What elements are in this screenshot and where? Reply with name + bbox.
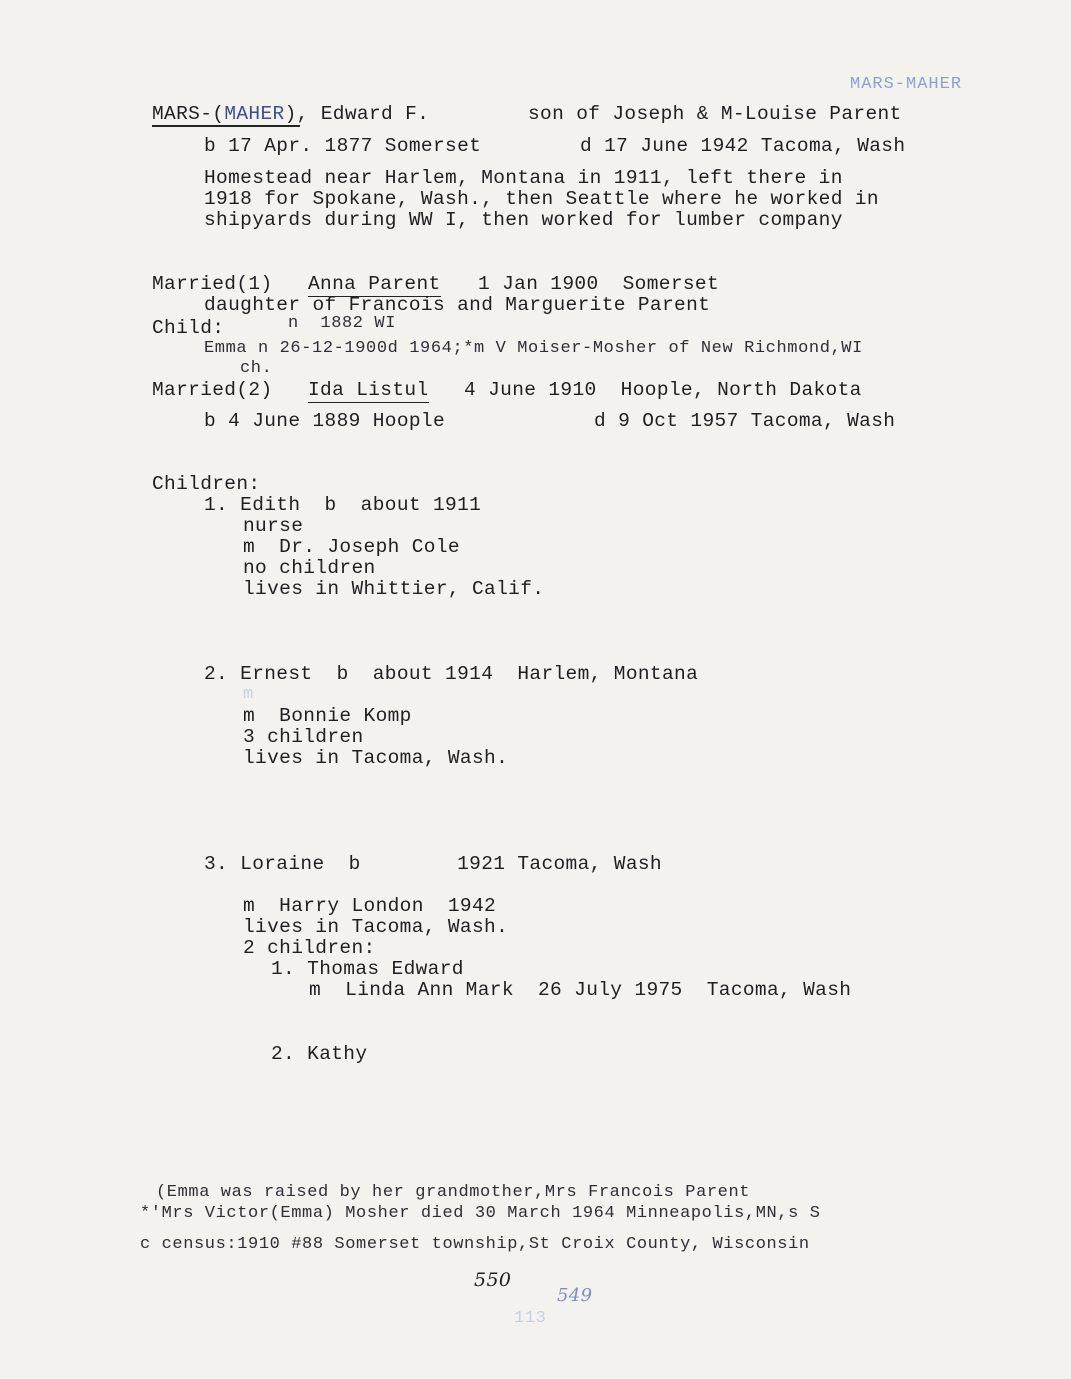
- ch-note: ch.: [240, 359, 273, 378]
- marriage1-spouse: Anna Parent: [308, 273, 441, 295]
- child2-line1: 2. Ernest b about 1914 Harlem, Montana: [204, 663, 699, 685]
- grandchild1-marriage: m Linda Ann Mark 26 July 1975 Tacoma, Wash: [309, 979, 852, 1001]
- marriage1-label: Married(1): [152, 273, 273, 295]
- child1-line3: m Dr. Joseph Cole: [243, 536, 460, 558]
- top-stamp: MARS-MAHER: [850, 75, 963, 94]
- child-note: n 1882 WI: [288, 314, 397, 333]
- child3-line4: 2 children:: [243, 937, 376, 959]
- parents-line: son of Joseph & M-Louise Parent: [528, 103, 902, 125]
- name-suffix: ), Edward F.: [284, 103, 430, 125]
- child3-line2: m Harry London 1942: [243, 895, 497, 917]
- marriage2-date-place: 4 June 1910 Hoople, North Dakota: [464, 379, 862, 401]
- children-heading: Children:: [152, 473, 261, 495]
- name-maher: MAHER: [224, 103, 285, 125]
- person-name: [152, 105, 429, 125]
- child2-line3: 3 children: [243, 726, 364, 748]
- child1-line4: no children: [243, 557, 376, 579]
- marriage2-death: d 9 Oct 1957 Tacoma, Wash: [594, 410, 896, 432]
- page-number-secondary: 549: [557, 1285, 593, 1306]
- grandchild2: 2. Kathy: [271, 1043, 368, 1065]
- emma-line: Emma n 26-12-1900d 1964;*m V Moiser-Mosher of New Richmond,WI: [204, 339, 863, 358]
- death-line: d 17 June 1942 Tacoma, Wash: [580, 135, 906, 157]
- page-number: 550: [474, 1269, 512, 1291]
- page-number-faint: 113: [514, 1309, 547, 1328]
- marriage1-date-place: 1 Jan 1900 Somerset: [478, 273, 720, 295]
- child1-line1: 1. Edith b about 1911: [204, 494, 482, 516]
- child2-line2: m Bonnie Komp: [243, 705, 412, 727]
- child2-faint-m: m: [243, 685, 254, 704]
- footnote-2: *'Mrs Victor(Emma) Mosher died 30 March 1964 Minneapolis,MN,s S: [140, 1204, 821, 1223]
- child1-line5: lives in Whittier, Calif.: [243, 578, 545, 600]
- child2-line4: lives in Tacoma, Wash.: [243, 747, 509, 769]
- footnote-1: (Emma was raised by her grandmother,Mrs Francois Parent: [156, 1183, 751, 1202]
- marriage2-birth: b 4 June 1889 Hoople: [204, 410, 446, 432]
- bio-line-3: shipyards during WW I, then worked for lumber company: [204, 209, 843, 231]
- grandchild1: 1. Thomas Edward: [271, 958, 464, 980]
- bio-line-1: Homestead near Harlem, Montana in 1911, left there in: [204, 167, 843, 189]
- child3-line1: 3. Loraine b 1921 Tacoma, Wash: [204, 853, 662, 875]
- marriage2-label: Married(2): [152, 379, 273, 401]
- marriage2-spouse: Ida Listul: [308, 379, 429, 401]
- child3-line3: lives in Tacoma, Wash.: [243, 916, 509, 938]
- bio-line-2: 1918 for Spokane, Wash., then Seattle where he worked in: [204, 188, 879, 210]
- birth-line: b 17 Apr. 1877 Somerset: [204, 135, 482, 157]
- name-underline: [152, 125, 300, 127]
- footnote-3: c census:1910 #88 Somerset township,St Croix County, Wisconsin: [140, 1235, 810, 1254]
- marriage1-parents: daughter of Francois and Marguerite Parent: [204, 294, 711, 316]
- child-label: Child:: [152, 317, 225, 339]
- child1-line2: nurse: [243, 515, 304, 537]
- name-prefix: MARS-(: [152, 103, 225, 125]
